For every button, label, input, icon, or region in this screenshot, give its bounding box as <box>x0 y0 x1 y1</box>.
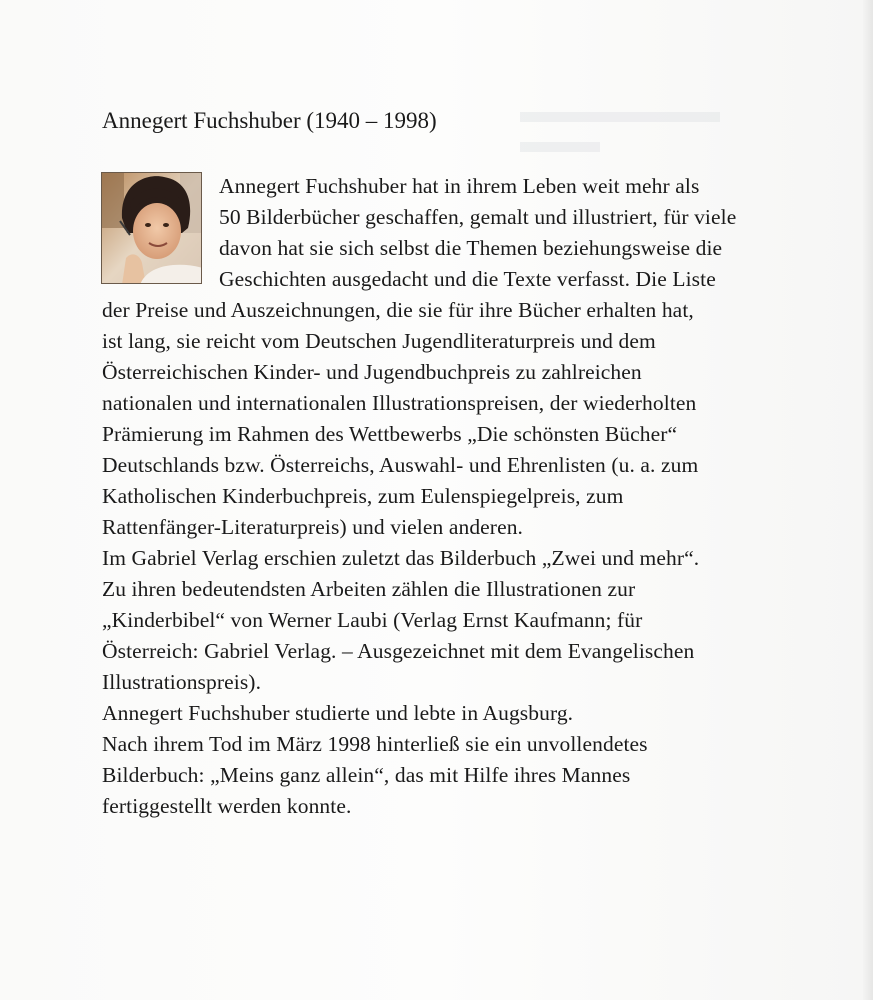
body-line: Annegert Fuchshuber studierte und lebte in Augsburg. <box>102 701 574 725</box>
page-title: Annegert Fuchshuber (1940 – 1998) <box>102 108 437 133</box>
show-through-marks <box>520 104 740 174</box>
author-portrait-image <box>101 172 202 284</box>
body-line: nationalen und internationalen Illustrationspreisen, der wiederholten <box>102 391 697 415</box>
body-line: „Kinderbibel“ von Werner Laubi (Verlag Ernst Kaufmann; für <box>102 608 643 632</box>
body-line: Annegert Fuchshuber hat in ihrem Leben weit mehr als <box>219 174 700 198</box>
body-line: Österreich: Gabriel Verlag. – Ausgezeichnet mit dem Evangelischen <box>102 639 695 663</box>
body-line: Rattenfänger-Literaturpreis) und vielen anderen. <box>102 515 524 539</box>
page-edge <box>863 0 873 1000</box>
body-line: fertiggestellt werden konnte. <box>102 794 352 818</box>
body-line: Bilderbuch: „Meins ganz allein“, das mit Hilfe ihres Mannes <box>102 763 631 787</box>
body-line: Österreichischen Kinder- und Jugendbuchpreis zu zahlreichen <box>102 360 642 384</box>
body-line: Katholischen Kinderbuchpreis, zum Eulenspiegelpreis, zum <box>102 484 624 508</box>
body-line: Nach ihrem Tod im März 1998 hinterließ sie ein unvollendetes <box>102 732 648 756</box>
body-line: davon hat sie sich selbst die Themen beziehungsweise die <box>219 236 723 260</box>
body-line: Im Gabriel Verlag erschien zuletzt das Bilderbuch „Zwei und mehr“. <box>102 546 700 570</box>
body-line: der Preise und Auszeichnungen, die sie für ihre Bücher erhalten hat, <box>102 298 694 322</box>
body-line: 50 Bilderbücher geschaffen, gemalt und illustriert, für viele <box>219 205 737 229</box>
body-line: Illustrationspreis). <box>102 670 262 694</box>
portrait-photo-icon <box>102 173 202 284</box>
body-line: ist lang, sie reicht vom Deutschen Jugendliteraturpreis und dem <box>102 329 656 353</box>
body-line: Prämierung im Rahmen des Wettbewerbs „Die schönsten Bücher“ <box>102 422 678 446</box>
body-line: Zu ihren bedeutendsten Arbeiten zählen die Illustrationen zur <box>102 577 636 601</box>
body-line: Deutschlands bzw. Österreichs, Auswahl- und Ehrenlisten (u. a. zum <box>102 453 699 477</box>
body-line: Geschichten ausgedacht und die Texte verfasst. Die Liste <box>219 267 716 291</box>
